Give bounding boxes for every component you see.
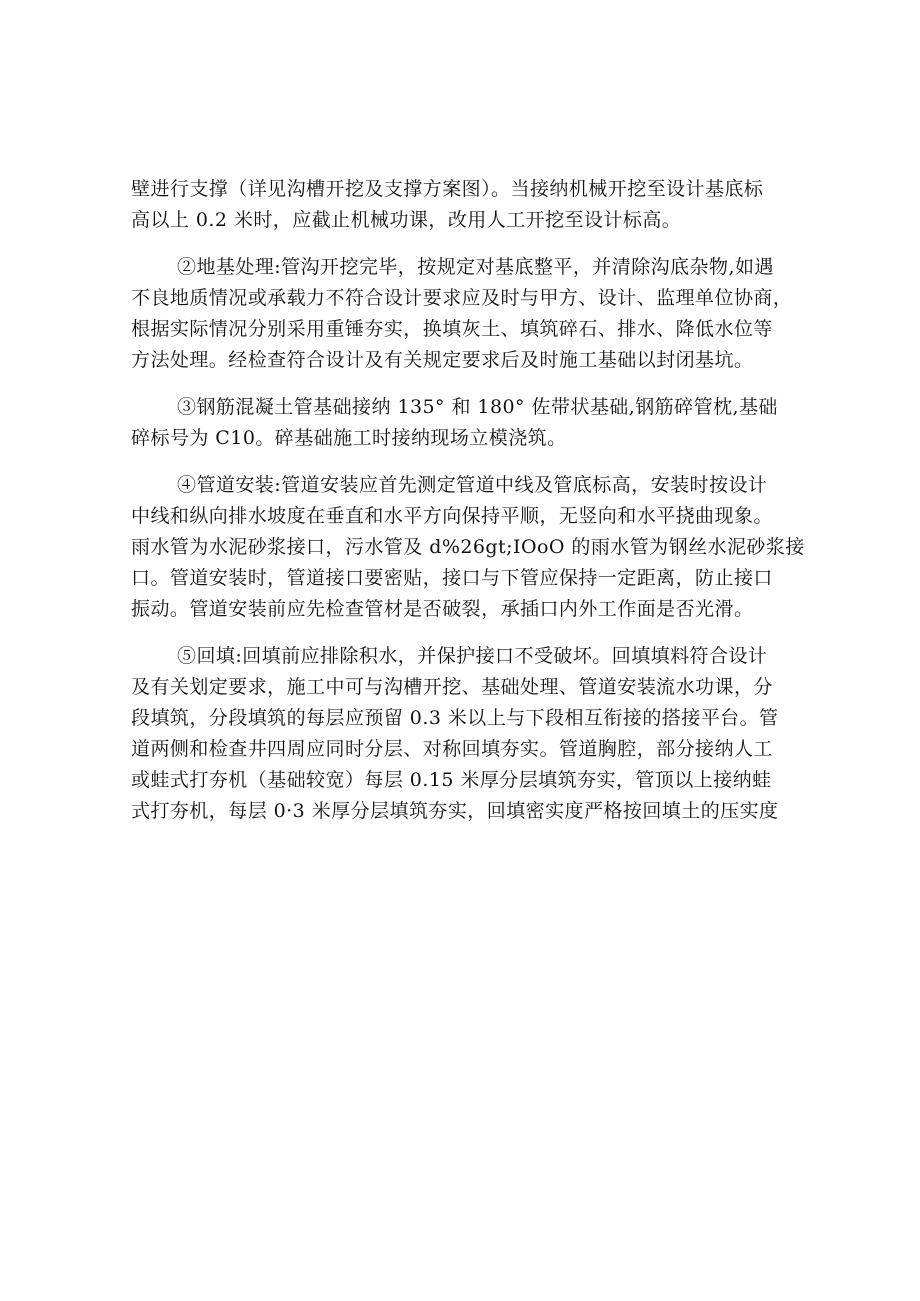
paragraph-line: 不良地质情况或承载力不符合设计要求应及时与甲方、设计、监理单位协商，: [131, 287, 793, 309]
paragraph-line: ⑤回填:回填前应排除积水，并保护接口不受破坏。回填填料符合设计: [177, 645, 768, 667]
paragraph-line: 道两侧和检查井四周应同时分层、对称回填夯实。管道胸腔，部分接纳人工: [131, 738, 773, 760]
paragraph-line: ②地基处理:管沟开挖完毕，按规定对基底整平，并清除沟底杂物,如遇: [177, 256, 774, 278]
paragraph-line: 根据实际情况分别采用重锤夯实，换填灰土、填筑碎石、排水、降低水位等: [131, 318, 773, 340]
paragraph-line: 或蛙式打夯机（基础较宽）每层 0.15 米厚分层填筑夯实，管顶以上接纳蛙: [131, 769, 772, 791]
paragraph-line: 碎标号为 C10。碎基础施工时接纳现场立模浇筑。: [131, 427, 567, 449]
paragraph-line: ④管道安装:管道安装应首先测定管道中线及管底标高，安装时按设计: [177, 474, 768, 496]
document-body: [131, 174, 821, 827]
paragraph-line: 雨水管为水泥砂浆接口，污水管及 d%26gt;IOoO 的雨水管为钢丝水泥砂浆接: [131, 536, 805, 558]
paragraph-line: 中线和纵向排水坡度在垂直和水平方向保持平顺，无竖向和水平挠曲现象。: [131, 505, 773, 527]
paragraph-line: 方法处理。经检查符合设计及有关规定要求后及时施工基础以封闭基坑。: [131, 349, 754, 371]
paragraph-line: 口。管道安装时，管道接口要密贴，接口与下管应保持一定距离，防止接口: [131, 567, 773, 589]
paragraph-line: 壁进行支撑（详见沟槽开挖及支撑方案图）。当接纳机械开挖至设计基底标: [131, 178, 764, 200]
paragraph-line: 式打夯机，每层 0·3 米厚分层填筑夯实，回填密实度严格按回填土的压实度: [131, 800, 779, 822]
paragraph-line: 振动。管道安装前应先检查管材是否破裂，承插口内外工作面是否光滑。: [131, 598, 754, 620]
paragraph-line: 及有关划定要求，施工中可与沟槽开挖、基础处理、管道安装流水功课，分: [131, 676, 773, 698]
paragraph-line: 段填筑，分段填筑的每层应预留 0.3 米以上与下段相互衔接的搭接平台。管: [131, 707, 779, 729]
paragraph-line: ③钢筋混凝土管基础接纳 135° 和 180° 佐带状基础,钢筋碎管枕,基础: [177, 396, 778, 418]
paragraph-line: 高以上 0.2 米时，应截止机械功课，改用人工开挖至设计标高。: [131, 209, 682, 231]
